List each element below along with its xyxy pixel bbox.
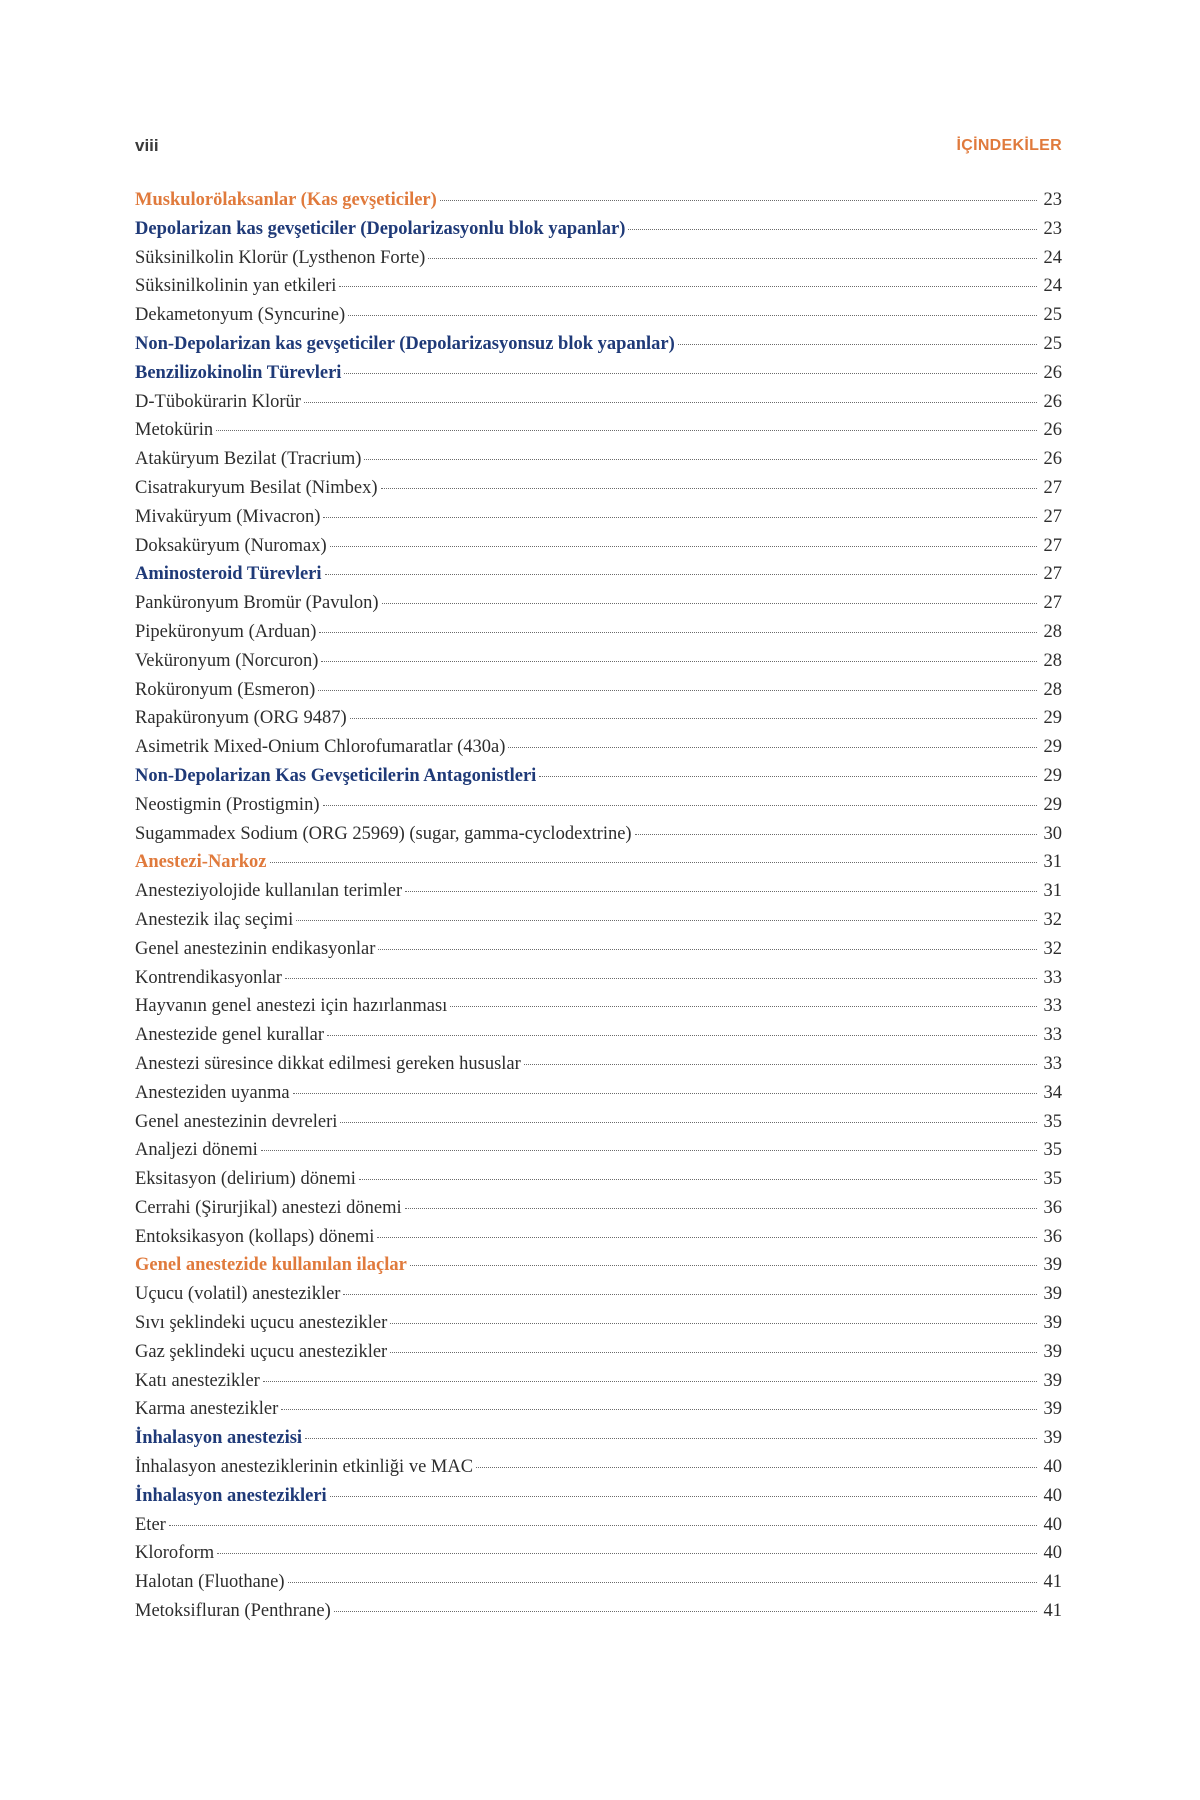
toc-entry-page: 26 [1043, 449, 1062, 470]
toc-entry-page: 35 [1043, 1140, 1062, 1161]
dot-leader [382, 603, 1037, 604]
toc-entry-title: Halotan (Fluothane) [135, 1572, 285, 1593]
toc-entry-title: Muskulorölaksanlar (Kas gevşeticiler) [135, 190, 437, 210]
dot-leader [217, 1553, 1037, 1554]
toc-entry [135, 680, 1062, 709]
toc-entry-title: Non-Depolarizan Kas Gevşeticilerin Antagonistleri [135, 765, 537, 786]
dot-leader [378, 949, 1037, 950]
toc-entry [135, 996, 1062, 1025]
toc-entry [135, 651, 1062, 680]
toc-entry-page: 27 [1043, 564, 1062, 585]
toc-entry [135, 1486, 1062, 1515]
dot-leader [321, 661, 1037, 662]
dot-leader [410, 1265, 1037, 1266]
toc-entry-page: 24 [1043, 276, 1062, 297]
toc-entry [135, 1227, 1062, 1256]
toc-entry-title: Pipeküronyum (Arduan) [135, 621, 317, 642]
toc-entry [135, 1371, 1062, 1400]
toc-entry-page: 40 [1043, 1485, 1062, 1506]
toc-entry-page: 39 [1043, 1255, 1062, 1276]
toc-entry [135, 1083, 1062, 1112]
toc-entry [135, 968, 1062, 997]
toc-entry-title: Anestezi süresince dikkat edilmesi gereken hususlar [135, 1053, 521, 1074]
dot-leader [288, 1582, 1038, 1583]
toc-entry-page: 26 [1043, 362, 1062, 383]
toc-entry [135, 1543, 1062, 1572]
toc-entry-title: Entoksikasyon (kollaps) dönemi [135, 1226, 375, 1247]
toc-entry-title: İnhalasyon anesteziklerinin etkinliği ve MAC [135, 1457, 474, 1478]
toc-entry-page: 40 [1043, 1543, 1062, 1564]
toc-entry-page: 28 [1043, 650, 1062, 671]
toc-entry [135, 795, 1062, 824]
toc-entry [135, 1601, 1062, 1630]
toc-entry-page: 29 [1043, 737, 1062, 758]
toc-entry-title: Uçucu (volatil) anestezikler [135, 1284, 341, 1305]
dot-leader [330, 546, 1037, 547]
toc-entry [135, 1515, 1062, 1544]
dot-leader [330, 1496, 1037, 1497]
toc-entry-page: 33 [1043, 1053, 1062, 1074]
dot-leader [508, 747, 1037, 748]
toc-entry-title: Hayvanın genel anestezi için hazırlanması [135, 996, 448, 1017]
toc-entry-title: Neostigmin (Prostigmin) [135, 794, 320, 815]
section-title: İÇİNDEKİLER [956, 137, 1062, 154]
toc-entry-page: 24 [1043, 247, 1062, 268]
toc-entry-title: Roküronyum (Esmeron) [135, 679, 316, 700]
toc-entry [135, 852, 1062, 881]
dot-leader [428, 258, 1037, 259]
toc-entry-page: 23 [1043, 190, 1062, 210]
toc-entry-page: 27 [1043, 593, 1062, 614]
dot-leader [350, 718, 1037, 719]
toc-entry-title: Gaz şeklindeki uçucu anestezikler [135, 1341, 388, 1362]
toc-entry-page: 27 [1043, 477, 1062, 498]
toc-entry [135, 708, 1062, 737]
toc-entry-title: Dekametonyum (Syncurine) [135, 305, 346, 326]
toc-entry-title: Metoksifluran (Penthrane) [135, 1601, 331, 1622]
toc-entry [135, 1284, 1062, 1313]
toc-entry [135, 593, 1062, 622]
toc-entry [135, 1313, 1062, 1342]
toc-entry-title: Genel anestezide kullanılan ilaçlar [135, 1255, 407, 1276]
dot-leader [390, 1352, 1037, 1353]
toc-entry-title: Cisatrakuryum Besilat (Nimbex) [135, 477, 378, 498]
toc-entry-page: 25 [1043, 333, 1062, 354]
dot-leader [344, 373, 1037, 374]
toc-entry-page: 35 [1043, 1169, 1062, 1190]
toc-entry-page: 36 [1043, 1197, 1062, 1218]
toc-entry-page: 39 [1043, 1428, 1062, 1449]
dot-leader [628, 229, 1037, 230]
page-number: viii [135, 136, 159, 155]
toc-entry [135, 910, 1062, 939]
toc-entry-page: 33 [1043, 1025, 1062, 1046]
toc-entry-title: Benzilizokinolin Türevleri [135, 362, 342, 383]
toc-entry-page: 29 [1043, 794, 1062, 815]
toc-entry-title: İnhalasyon anestezisi [135, 1428, 303, 1449]
dot-leader [319, 632, 1037, 633]
toc-entry-page: 39 [1043, 1341, 1062, 1362]
dot-leader [270, 862, 1037, 863]
dot-leader [343, 1294, 1037, 1295]
dot-leader [381, 488, 1037, 489]
toc-entry-title: Kloroform [135, 1543, 215, 1564]
toc-entry [135, 766, 1062, 795]
toc-entry-page: 26 [1043, 420, 1062, 441]
toc-entry-title: Anesteziden uyanma [135, 1082, 290, 1103]
dot-leader [377, 1237, 1037, 1238]
toc-entry-page: 28 [1043, 679, 1062, 700]
toc-entry-page: 31 [1043, 881, 1062, 902]
toc-entry-page: 40 [1043, 1457, 1062, 1478]
toc-entry-title: Eksitasyon (delirium) dönemi [135, 1169, 356, 1190]
toc-entry-title: Mivaküryum (Mivacron) [135, 506, 321, 527]
toc-entry-page: 27 [1043, 535, 1062, 556]
toc-entry-title: Metokürin [135, 420, 214, 441]
toc-entry-page: 40 [1043, 1514, 1062, 1535]
toc-entry-title: Süksinilkolinin yan etkileri [135, 276, 337, 297]
toc-entry-title: Veküronyum (Norcuron) [135, 650, 319, 671]
toc-entry-page: 36 [1043, 1226, 1062, 1247]
toc-entry-page: 25 [1043, 305, 1062, 326]
dot-leader [327, 1035, 1037, 1036]
toc-entry-page: 35 [1043, 1111, 1062, 1132]
toc-entry-title: Doksaküryum (Nuromax) [135, 535, 327, 556]
dot-leader [539, 776, 1037, 777]
dot-leader [323, 517, 1037, 518]
toc-entry-page: 33 [1043, 996, 1062, 1017]
dot-leader [334, 1611, 1037, 1612]
dot-leader [296, 920, 1037, 921]
toc-entry-page: 39 [1043, 1399, 1062, 1420]
toc-entry-page: 39 [1043, 1313, 1062, 1334]
toc-entry [135, 737, 1062, 766]
toc-entry-page: 41 [1043, 1601, 1062, 1622]
dot-leader [325, 574, 1037, 575]
toc-entry-page: 32 [1043, 938, 1062, 959]
toc-entry-page: 39 [1043, 1370, 1062, 1391]
toc-entry-title: Genel anestezinin endikasyonlar [135, 938, 376, 959]
toc-entry [135, 564, 1062, 593]
toc-entry-title: Karma anestezikler [135, 1399, 279, 1420]
toc-entry-page: 34 [1043, 1082, 1062, 1103]
toc-entry-page: 30 [1043, 823, 1062, 844]
toc-entry [135, 248, 1062, 277]
toc-entry-title: Kontrendikasyonlar [135, 967, 282, 988]
dot-leader [169, 1525, 1037, 1526]
toc-entry-title: Asimetrik Mixed-Onium Chlorofumaratlar (430a) [135, 737, 506, 758]
toc-entry [135, 449, 1062, 478]
toc-entry [135, 1342, 1062, 1371]
toc-entry-title: Depolarizan kas gevşeticiler (Depolarizasyonlu blok yapanlar) [135, 218, 626, 239]
dot-leader [440, 200, 1037, 201]
toc-entry-page: 27 [1043, 506, 1062, 527]
dot-leader [364, 459, 1037, 460]
toc-entry-page: 23 [1043, 218, 1062, 239]
toc-entry-page: 29 [1043, 708, 1062, 729]
toc-entry [135, 1198, 1062, 1227]
toc-entry-title: Non-Depolarizan kas gevşeticiler (Depolarizasyonsuz blok yapanlar) [135, 333, 675, 354]
page-header [135, 132, 1062, 160]
toc-entry [135, 1112, 1062, 1141]
toc-entry-title: Katı anestezikler [135, 1370, 260, 1391]
toc-entry [135, 219, 1062, 248]
toc-entry [135, 1572, 1062, 1601]
toc-entry-title: Anestezik ilaç seçimi [135, 909, 294, 930]
dot-leader [348, 315, 1037, 316]
toc-entry [135, 190, 1062, 219]
dot-leader [216, 430, 1037, 431]
toc-entry [135, 622, 1062, 651]
toc-entry [135, 363, 1062, 392]
toc-entry-page: 31 [1043, 852, 1062, 873]
toc-entry-page: 41 [1043, 1572, 1062, 1593]
toc-entry [135, 334, 1062, 363]
dot-leader [390, 1323, 1037, 1324]
dot-leader [450, 1006, 1037, 1007]
toc-entry [135, 939, 1062, 968]
toc-entry [135, 305, 1062, 334]
toc-entry [135, 824, 1062, 853]
toc-entry-page: 28 [1043, 621, 1062, 642]
toc-entry [135, 507, 1062, 536]
toc-entry-title: Aminosteroid Türevleri [135, 564, 322, 585]
toc-entry-page: 32 [1043, 909, 1062, 930]
toc-entry-title: Anestezi-Narkoz [135, 852, 267, 873]
toc-entry [135, 1140, 1062, 1169]
dot-leader [405, 1208, 1037, 1209]
dot-leader [323, 805, 1038, 806]
toc-entry-page: 39 [1043, 1284, 1062, 1305]
toc-entry-page: 33 [1043, 967, 1062, 988]
toc-entry-title: Panküronyum Bromür (Pavulon) [135, 593, 379, 614]
dot-leader [285, 978, 1037, 979]
toc-entry [135, 1457, 1062, 1486]
toc-entry-title: Süksinilkolin Klorür (Lysthenon Forte) [135, 247, 426, 268]
dot-leader [339, 286, 1037, 287]
dot-leader [524, 1064, 1037, 1065]
dot-leader [635, 834, 1037, 835]
toc-entry [135, 392, 1062, 421]
dot-leader [405, 891, 1037, 892]
toc-entry [135, 1025, 1062, 1054]
toc-entry [135, 1399, 1062, 1428]
dot-leader [340, 1122, 1037, 1123]
toc-entry-title: Ataküryum Bezilat (Tracrium) [135, 449, 362, 470]
toc-entry-title: Eter [135, 1514, 166, 1535]
dot-leader [304, 402, 1037, 403]
toc-entry-page: 26 [1043, 391, 1062, 412]
toc-entry-title: D-Tübokürarin Klorür [135, 391, 301, 412]
toc-entry-title: İnhalasyon anestezikleri [135, 1485, 327, 1506]
toc-entry-title: Cerrahi (Şirurjikal) anestezi dönemi [135, 1197, 402, 1218]
dot-leader [305, 1438, 1037, 1439]
toc-entry [135, 1255, 1062, 1284]
toc-entry [135, 478, 1062, 507]
toc-entry-page: 29 [1043, 765, 1062, 786]
toc-entry-title: Sugammadex Sodium (ORG 25969) (sugar, gamma-cyclodextrine) [135, 823, 632, 844]
dot-leader [261, 1150, 1037, 1151]
dot-leader [318, 690, 1037, 691]
dot-leader [293, 1093, 1037, 1094]
toc-entry-title: Sıvı şeklindeki uçucu anestezikler [135, 1313, 388, 1334]
toc-entry-title: Anestezide genel kurallar [135, 1025, 325, 1046]
dot-leader [281, 1409, 1037, 1410]
dot-leader [359, 1179, 1037, 1180]
toc-entry-title: Anesteziyolojide kullanılan terimler [135, 881, 403, 902]
toc-entry-title: Rapaküronyum (ORG 9487) [135, 708, 347, 729]
toc-entry [135, 420, 1062, 449]
dot-leader [263, 1381, 1037, 1382]
toc-entry [135, 276, 1062, 305]
table-of-contents [135, 190, 1062, 1630]
toc-entry [135, 1054, 1062, 1083]
toc-entry-title: Genel anestezinin devreleri [135, 1111, 338, 1132]
toc-entry [135, 1169, 1062, 1198]
toc-entry [135, 1428, 1062, 1457]
dot-leader [476, 1467, 1037, 1468]
dot-leader [678, 344, 1037, 345]
toc-entry-title: Analjezi dönemi [135, 1140, 258, 1161]
toc-entry [135, 536, 1062, 565]
toc-entry [135, 881, 1062, 910]
